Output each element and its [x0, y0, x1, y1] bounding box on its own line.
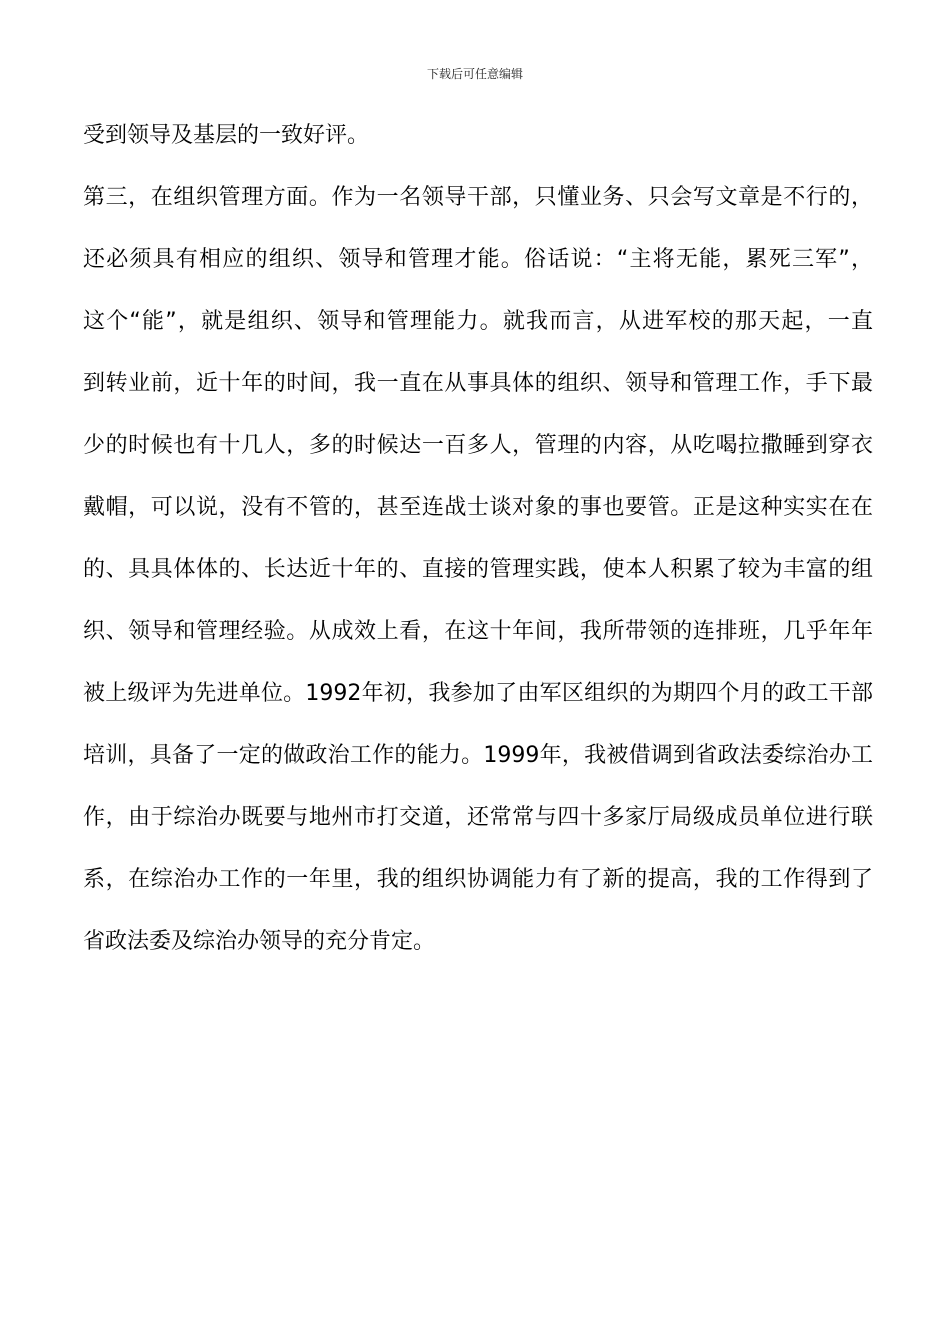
- paragraph-line: 省政法委及综治办领导的充分肯定。: [83, 929, 436, 954]
- paragraph-line: 培训，具备了一定的做政治工作的能力。1999年，我被借调到省政法委综治办工: [83, 743, 873, 768]
- paragraph-line: 到转业前，近十年的时间，我一直在从事具体的组织、领导和管理工作，手下最: [83, 371, 873, 396]
- paragraph-line: 戴帽，可以说，没有不管的，甚至连战士谈对象的事也要管。正是这种实实在在: [83, 495, 873, 520]
- paragraph-line: 这个“能”，就是组织、领导和管理能力。就我而言，从进军校的那天起，一直: [83, 309, 873, 334]
- paragraph-line: 织、领导和管理经验。从成效上看，在这十年间，我所带领的连排班，几乎年年: [83, 619, 873, 644]
- paragraph-line: 还必须具有相应的组织、领导和管理才能。俗话说：“主将无能，累死三军”，: [83, 247, 873, 272]
- page-header: 下载后可任意编辑: [426, 67, 523, 81]
- paragraph-line: 作，由于综治办既要与地州市打交道，还常常与四十多家厅局级成员单位进行联: [83, 805, 873, 830]
- paragraph-line: 系，在综治办工作的一年里，我的组织协调能力有了新的提高，我的工作得到了: [83, 867, 873, 892]
- paragraph-line: 少的时候也有十几人，多的时候达一百多人，管理的内容，从吃喝拉撒睡到穿衣: [83, 433, 873, 458]
- document-body: [83, 116, 873, 984]
- paragraph-line: 的、具具体体的、长达近十年的、直接的管理实践，使本人积累了较为丰富的组: [83, 557, 873, 582]
- paragraph-line: 被上级评为先进单位。1992年初，我参加了由军区组织的为期四个月的政工干部: [83, 681, 873, 706]
- paragraph-line: 第三，在组织管理方面。作为一名领导干部，只懂业务、只会写文章是不行的，: [83, 185, 873, 210]
- paragraph-line: 受到领导及基层的一致好评。: [83, 123, 370, 148]
